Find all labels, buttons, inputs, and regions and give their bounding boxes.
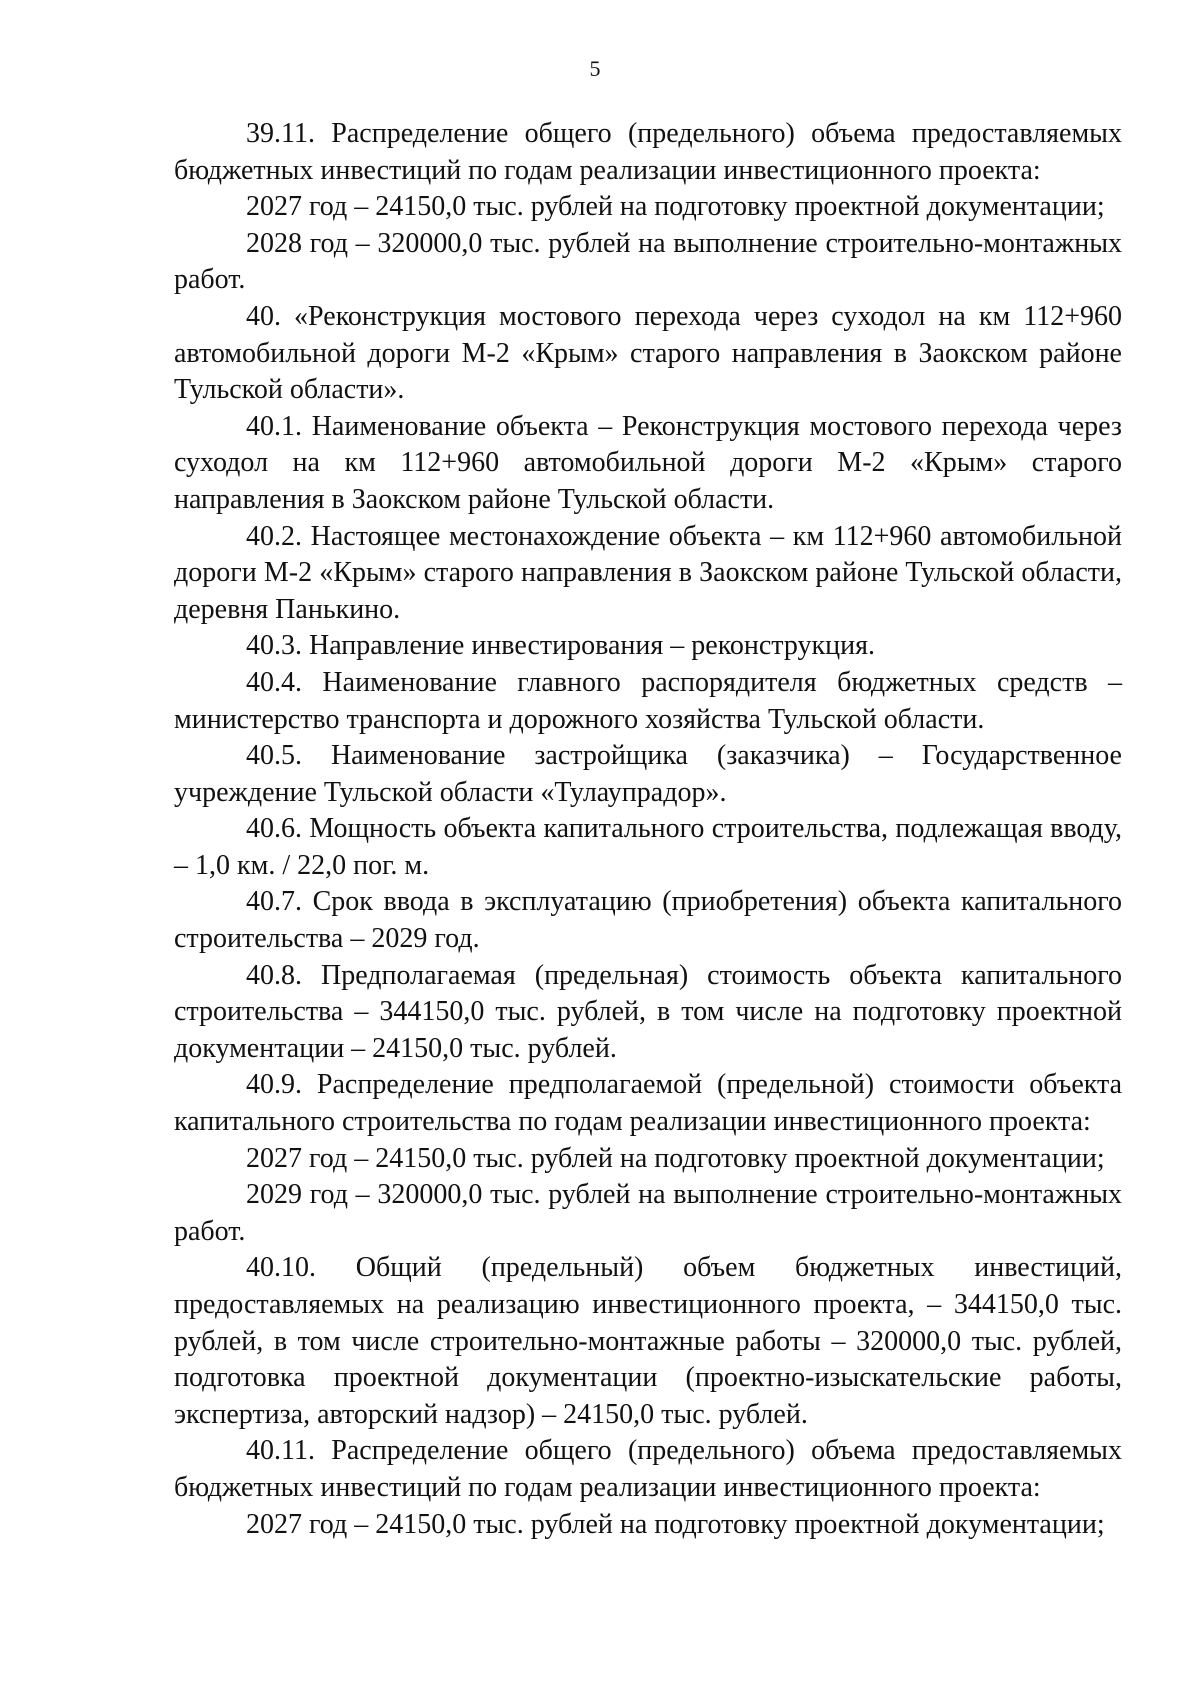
paragraph-40-9: 40.9. Распределение предполагаемой (предельной) стоимости объекта капитального строительства по годам реализации инвестиционного проекта: [174, 1069, 1122, 1138]
paragraph-40-4: 40.4. Наименование главного распорядителя бюджетных средств – министерство транспорта и дорожного хозяйства Тульской области. [174, 666, 1122, 735]
paragraph-40-6: 40.6. Мощность объекта капитального строительства, подлежащая вводу, – 1,0 км. / 22,0 пог. м. [174, 813, 1122, 881]
paragraph-40-11-year-2027: 2027 год – 24150,0 тыс. рублей на подготовку проектной документации; [246, 1508, 1105, 1540]
paragraph-39-11-year-2028: 2028 год – 320000,0 тыс. рублей на выполнение строительно-монтажных работ. [174, 227, 1122, 296]
paragraph-39-11: 39.11. Распределение общего (предельного) объема предоставляемых бюджетных инвестиций по годам реализации инвестиционного проекта: [174, 118, 1122, 186]
paragraph-40-9-year-2029: 2029 год – 320000,0 тыс. рублей на выполнение строительно-монтажных работ. [174, 1179, 1122, 1247]
paragraph-40-title: 40. «Реконструкция мостового перехода через суходол на км 112+960 автомобильной дороги М-2 «Крым» старого направления в Заокском районе Тульской области». [174, 300, 1122, 406]
page-number: 5 [589, 56, 601, 81]
paragraph-40-7: 40.7. Срок ввода в эксплуатацию (приобретения) объекта капитального строительства – 2029 год. [174, 886, 1122, 955]
paragraph-40-11: 40.11. Распределение общего (предельного) объема предоставляемых бюджетных инвестиций по годам реализации инвестиционного проекта: [174, 1435, 1122, 1503]
paragraph-40-8: 40.8. Предполагаемая (предельная) стоимость объекта капитального строительства – 344150,0 тыс. рублей, в том числе на подготовку проектной документации – 24150,0 тыс. рублей. [174, 959, 1122, 1064]
paragraph-40-1: 40.1. Наименование объекта – Реконструкция мостового перехода через суходол на км 112+960 автомобильной дороги М-2 «Крым» старого направления в Заокском районе Тульской области. [174, 410, 1122, 515]
paragraph-40-2: 40.2. Настоящее местонахождение объекта – км 112+960 автомобильной дороги М-2 «Крым» старого направления в Заокском районе Тульской области, деревня Панькино. [174, 520, 1122, 625]
document-body [174, 116, 1122, 1543]
paragraph-40-10: 40.10. Общий (предельный) объем бюджетных инвестиций, предоставляемых на реализацию инвестиционного проекта, – 344150,0 тыс. рублей, в том числе строительно-монтажные работы – 320000,0 тыс. рублей, подготовка проектной документации (проектно-изыскательские работы, экспертиза, авторский надзор) – 24150,0 тыс. рублей. [174, 1252, 1122, 1430]
paragraph-40-5: 40.5. Наименование застройщика (заказчика) – Государственное учреждение Тульской области «Тулаупрадор». [174, 740, 1122, 808]
paragraph-40-9-year-2027: 2027 год – 24150,0 тыс. рублей на подготовку проектной документации; [246, 1142, 1105, 1174]
paragraph-40-3: 40.3. Направление инвестирования – реконструкция. [246, 630, 875, 662]
paragraph-39-11-year-2027: 2027 год – 24150,0 тыс. рублей на подготовку проектной документации; [246, 191, 1105, 223]
